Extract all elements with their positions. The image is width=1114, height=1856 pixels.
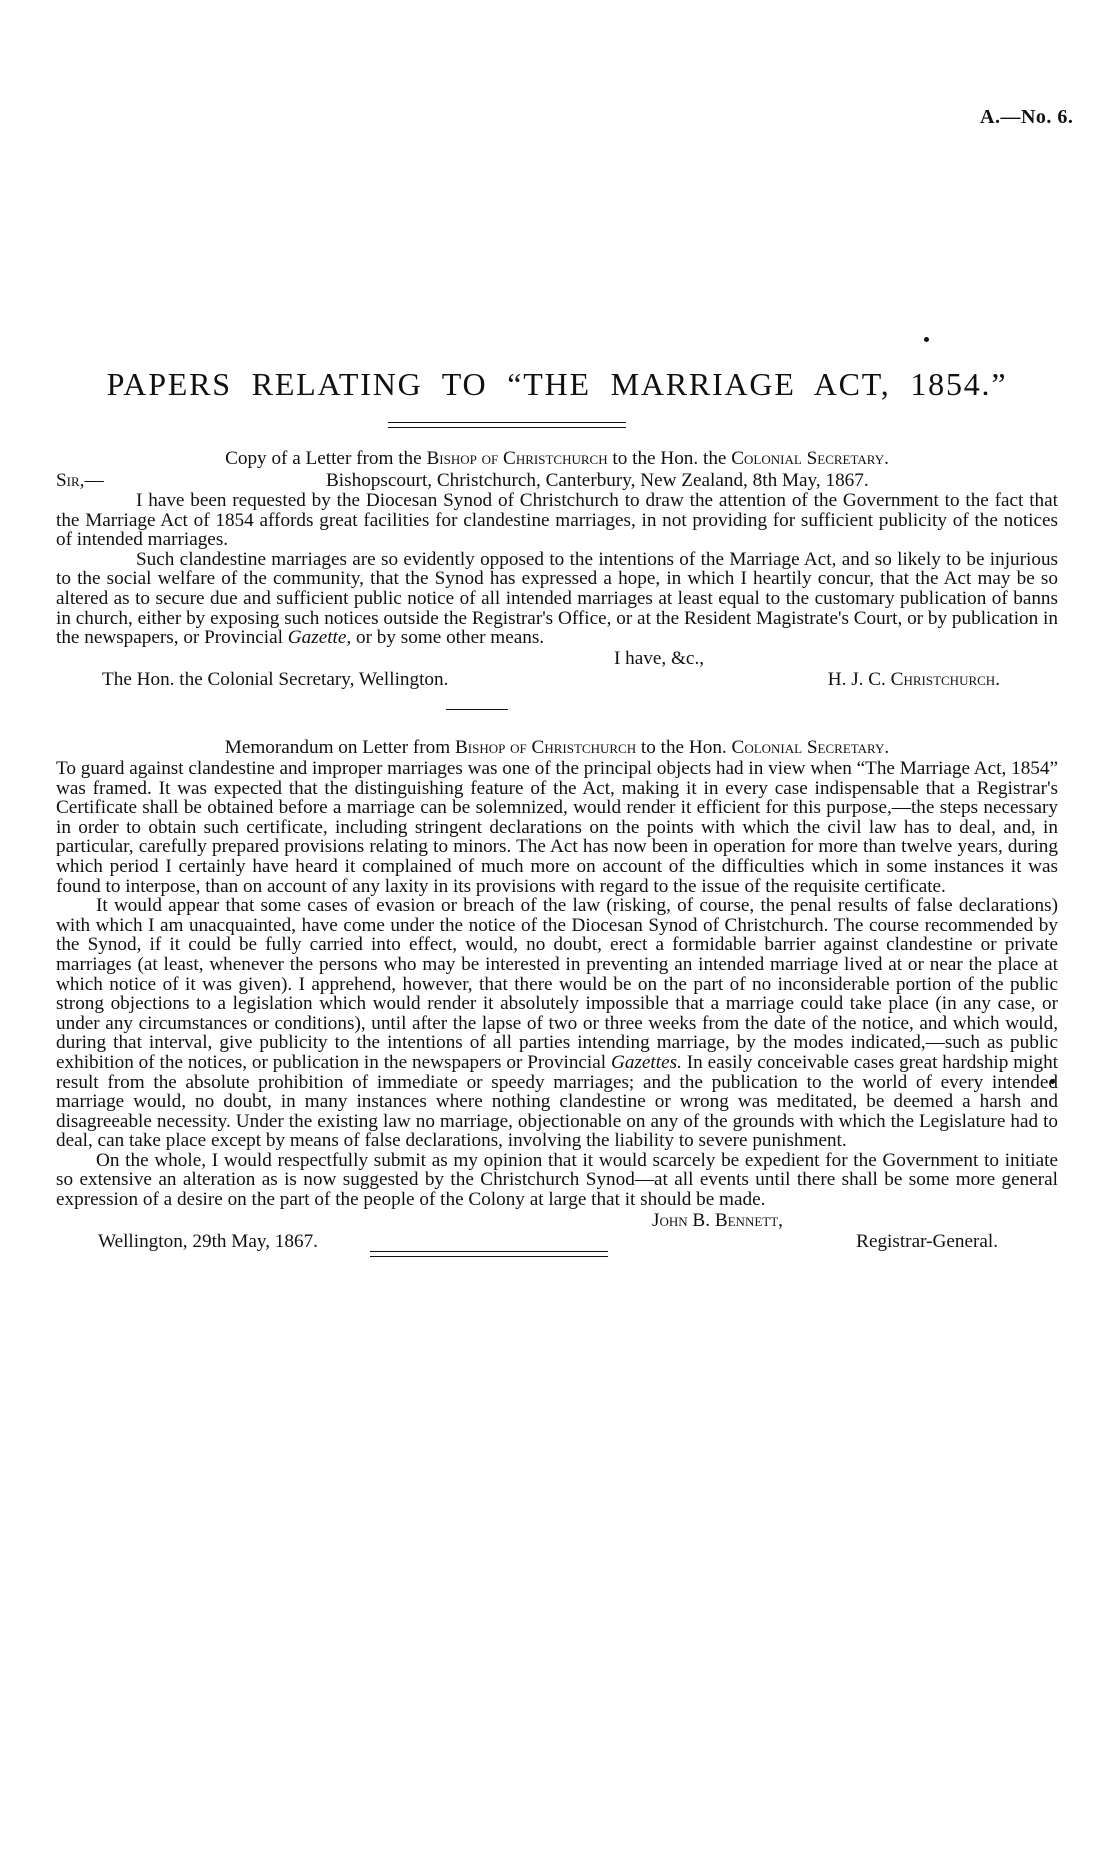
heading-recipient: Colonial Secretary. [731, 448, 889, 469]
paragraph-text: It would appear that some cases of evasion or breach of the law (risking, of course, the penal results of false declarations) with which I am unacquainted, have come under the notice of the Diocesan Synod of Christchurch. The course recommended by the Synod, if it could be fully carried into effect, would, no doubt, erect a formidable barrier against clandestine or private marriages (at least, whenever the persons who may be interested in preventing an intended marriage lived at or near the place at which notice of it was given). I apprehend, however, that there would be on the part of no inconsiderable portion of the public strong objections to a legislation which would render it absolutely impossible that a marriage could take place (in any case, or under any circumstances or conditions), until after the lapse of two or three weeks from the date of the notice, and which would, during that interval, give publicity to the intentions of all parties intending marriage, by the modes indicated,—such as public exhibition of the notices, or publication in the newspapers or Provincial [56, 895, 1058, 1073]
memorandum-paragraph: On the whole, I would respectfully submit as my opinion that it would scarcely be expedient for the Government to initiate so extensive an alteration as is now suggested by the Christchurch Synod—at all events until there shall be some more general expression of a desire on the part of the people of the Colony at large that it should be made. [56, 1149, 1058, 1211]
memorandum-paragraph [56, 896, 1058, 1151]
memorandum-paragraph: To guard against clandestine and improper marriages was one of the principal objects had in view when “The Marriage Act, 1854” was framed. It was expected that the distinguishing feature of the Act, making it in every case indispensable that a Registrar's Certificate shall be obtained before a marriage can be solemnized, would render it efficient for this purpose,—the steps necessary in order to obtain such certificate, including stringent declarations on the points with which the civil law has to deal, and, in particular, carefully prepared provisions relating to minors. The Act has now been in operation for more than twelve years, during which period I certainly have heard it complained of much more on account of the difficulties which in some instances it was found to interpose, than on account of any laxity in its provisions with regard to the issue of the requisite certificate. [56, 758, 1058, 897]
bishop-signature [828, 669, 1058, 690]
letter-heading [56, 447, 1058, 470]
letter-section [56, 447, 1058, 690]
end-divider [370, 1251, 608, 1252]
heading-text: Copy of a Letter from the [225, 448, 422, 469]
place-date: Wellington, 29th May, 1867. [98, 1230, 318, 1252]
registrar-signature-name: John B. Bennett, [652, 1209, 783, 1231]
title-divider [388, 422, 626, 423]
signature-name: Christchurch. [890, 668, 1000, 690]
memorandum-heading [56, 736, 1058, 759]
heading-recipient: Colonial Secretary. [731, 737, 890, 758]
registrar-title: Registrar-General. [856, 1230, 998, 1252]
heading-text: to the Hon. the [612, 448, 727, 469]
memorandum-section [56, 736, 1058, 1252]
letter-paragraph [56, 550, 1058, 648]
heading-text: Memorandum on Letter from [224, 737, 451, 758]
salutation: Sir,— [56, 470, 104, 491]
letter-signoff [56, 669, 1058, 690]
margin-dot [924, 337, 929, 342]
page-reference: A.—No. 6. [980, 106, 1074, 128]
document-title: PAPERS RELATING TO “THE MARRIAGE ACT, 1854.” [106, 366, 1008, 402]
dateline: Bishopscourt, Christchurch, Canterbury, New Zealand, 8th May, 1867. [326, 470, 869, 491]
memorandum-signoff [56, 1231, 1058, 1252]
paragraph-text: Such clandestine marriages are so evidently opposed to the intentions of the Marriage Act, and so likely to be injurious to the social welfare of the community, that the Synod has expressed a hope, in which I heartily concur, that the Act may be so altered as to secure due and sufficient public notice of all intended marriages at least equal to the customary publication of banns in church, either by exposing such notices outside the Registrar's Office, or at the Resident Magistrate's Court, or by publication in the newspapers, or Provincial [56, 548, 1058, 649]
gazette-word: Gazette, [287, 627, 352, 649]
heading-text: to the Hon. [640, 737, 727, 758]
paragraph-text: In easily conceivable cases great hardship might result from the absolute prohibition of immediate or speedy marriages; and the publication to the world of every intended marriage would, no doubt, in many instances where nothing clandestine or wrong was meditated, be deemed a harsh and disagreeable necessity. Under the existing law no marriage, objectionable on any of the grounds with which the Legislature had to deal, can take place except by means of false declarations, involving the liability to severe punishment. [56, 1051, 1059, 1152]
heading-sender: Bishop of Christchurch [454, 737, 637, 758]
section-divider [446, 709, 508, 710]
letter-closing: I have, &c., [614, 647, 705, 669]
addressee: The Hon. the Colonial Secretary, Wellington. [102, 668, 449, 690]
heading-sender: Bishop of Christchurch [426, 448, 608, 469]
title-divider [388, 427, 626, 428]
paragraph-text: or by some other means. [356, 627, 545, 649]
letter-paragraph: I have been requested by the Diocesan Synod of Christchurch to draw the attention of the Government to the fact that the Marriage Act of 1854 affords great facilities for clandestine marriages, in not providing for sufficient publicity of the notices of intended marriages. [56, 490, 1058, 551]
signature-initials: H. J. C. [827, 668, 886, 690]
end-divider [370, 1256, 608, 1257]
gazettes-word: Gazettes. [610, 1051, 682, 1073]
